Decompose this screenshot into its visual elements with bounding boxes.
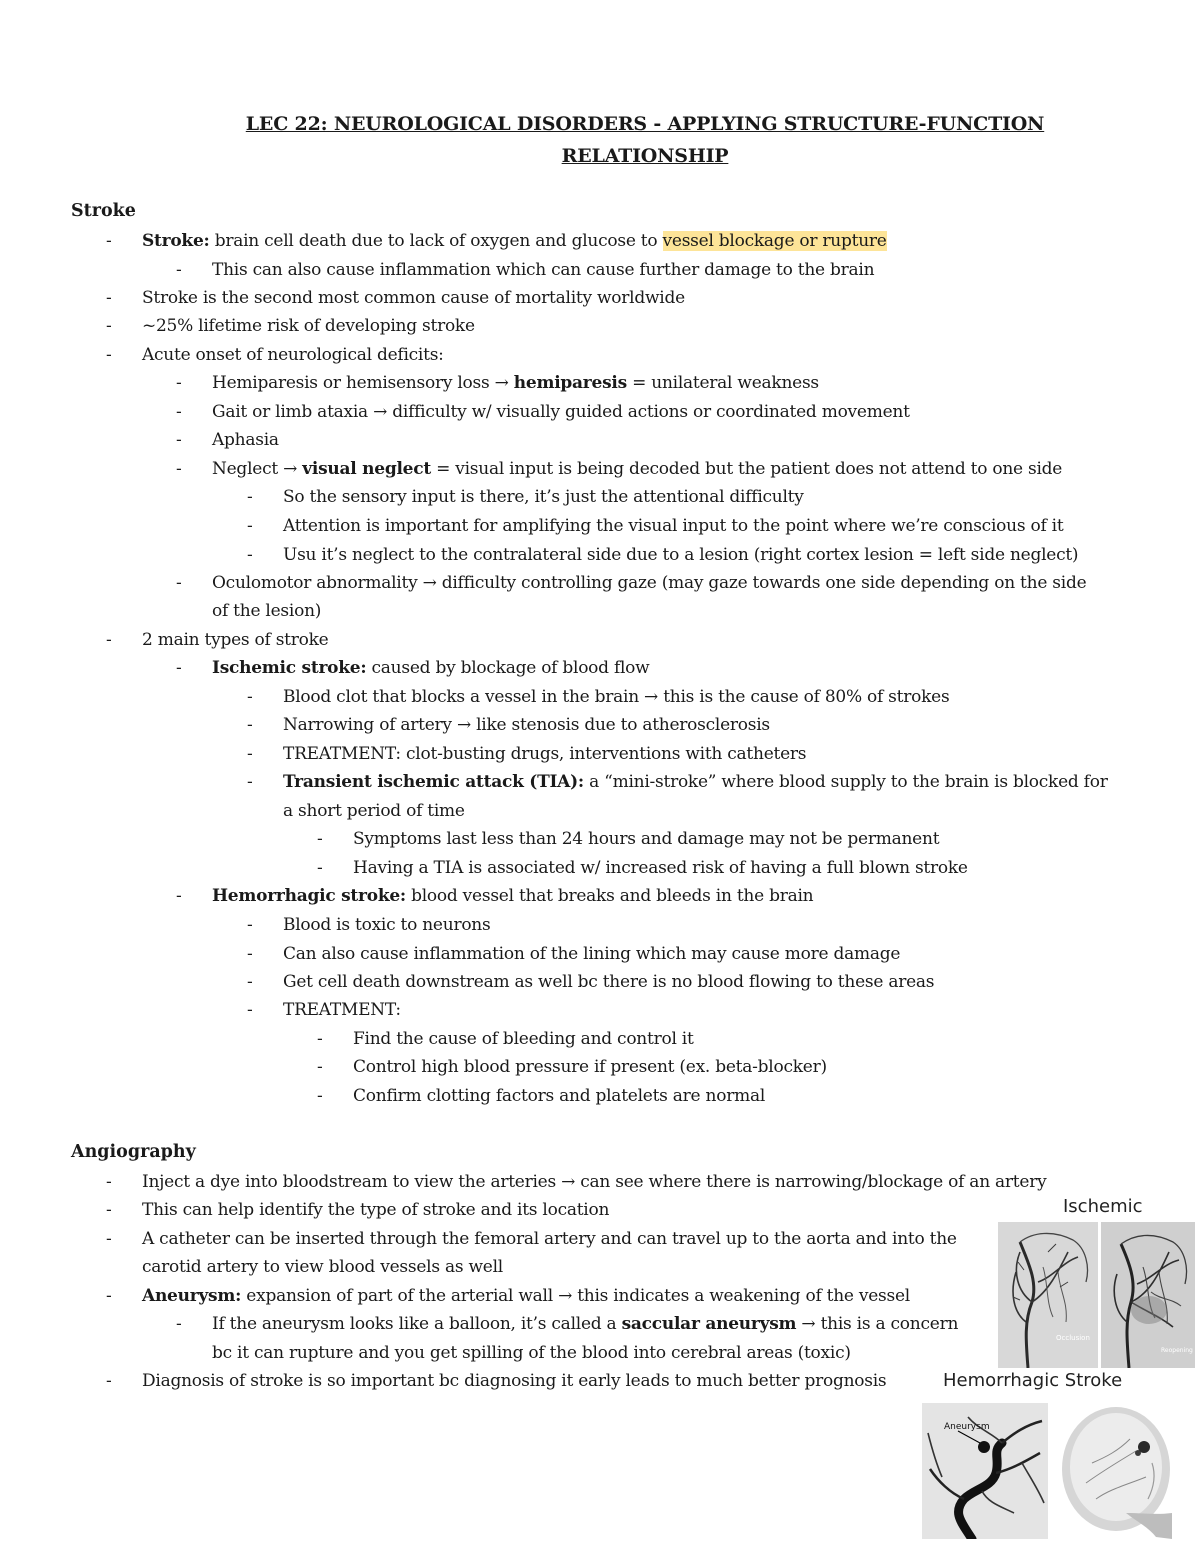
bullet-hemiparesis: - Hemiparesis or hemisensory loss → hemiparesis = unilateral weakness [176, 373, 819, 393]
bullet-clotting: - Confirm clotting factors and platelets are normal [317, 1086, 766, 1106]
bullet-saccular-cont: bc it can rupture and you get spilling of the blood into cerebral areas (toxic) [212, 1343, 851, 1363]
bullet-main-types: - 2 main types of stroke [106, 630, 329, 650]
svg-text:Occlusion: Occlusion [1056, 1334, 1090, 1342]
skull-xray-image [1056, 1403, 1172, 1539]
bullet-contralateral: - Usu it’s neglect to the contralateral side due to a lesion (right cortex lesion = left side neglect) [247, 545, 1079, 565]
angiogram-vessels-image [998, 1222, 1098, 1368]
bullet-treatment-hemorrhagic: - TREATMENT: [247, 1000, 401, 1020]
bullet-identify-type: - This can help identify the type of stroke and its location [106, 1200, 610, 1220]
bullet-cell-death: - Get cell death downstream as well bc there is no blood flowing to these areas [247, 972, 935, 992]
ischemic-angiogram-occlusion [998, 1222, 1098, 1368]
bullet-find-cause: - Find the cause of bleeding and control it [317, 1029, 694, 1049]
page-title: LEC 22: NEUROLOGICAL DISORDERS - APPLYING STRUCTURE-FUNCTION RELATIONSHIP [245, 113, 1045, 167]
bullet-inflammation: - This can also cause inflammation which can cause further damage to the brain [176, 260, 875, 280]
bullet-lifetime-risk: - ~25% lifetime risk of developing stroke [106, 316, 475, 336]
hemorrhagic-figure-label: Hemorrhagic Stroke [943, 1370, 1123, 1391]
bullet-hemorrhagic: - Hemorrhagic stroke: blood vessel that breaks and bleeds in the brain [176, 886, 814, 906]
bullet-treatment-ischemic: - TREATMENT: clot-busting drugs, interventions with catheters [247, 744, 807, 764]
bullet-neglect: - Neglect → visual neglect = visual input is being decoded but the patient does not attend to one side [176, 459, 1063, 479]
bullet-stroke-definition: - Stroke: brain cell death due to lack of oxygen and glucose to vessel blockage or rupture [106, 231, 887, 251]
bullet-lining-inflammation: - Can also cause inflammation of the lining which may cause more damage [247, 944, 901, 964]
bullet-saccular: - If the aneurysm looks like a balloon, it’s called a saccular aneurysm → this is a concern [176, 1314, 959, 1334]
bullet-aneurysm: - Aneurysm: expansion of part of the arterial wall → this indicates a weakening of the vessel [106, 1286, 910, 1306]
bullet-blood-clot: - Blood clot that blocks a vessel in the brain → this is the cause of 80% of strokes [247, 687, 950, 707]
section-heading-stroke: Stroke [71, 201, 136, 221]
bullet-tia: - Transient ischemic attack (TIA): a “mini-stroke” where blood supply to the brain is blocked for [247, 772, 1108, 792]
bullet-aphasia: - Aphasia [176, 430, 279, 450]
bullet-acute-onset: - Acute onset of neurological deficits: [106, 345, 444, 365]
ischemic-angiogram-reopening [1101, 1222, 1195, 1368]
bullet-oculomotor: - Oculomotor abnormality → difficulty controlling gaze (may gaze towards one side depending on the side [176, 573, 1087, 593]
bullet-diagnosis: - Diagnosis of stroke is so important bc diagnosing it early leads to much better prognosis [106, 1371, 887, 1391]
bullet-tia-cont: a short period of time [283, 801, 465, 821]
bullet-narrowing: - Narrowing of artery → like stenosis due to atherosclerosis [247, 715, 770, 735]
bullet-ataxia: - Gait or limb ataxia → difficulty w/ visually guided actions or coordinated movement [176, 402, 910, 422]
bullet-blood-toxic: - Blood is toxic to neurons [247, 915, 491, 935]
svg-text:Reopening: Reopening [1161, 1347, 1193, 1354]
bullet-blood-pressure: - Control high blood pressure if present (ex. beta-blocker) [317, 1057, 827, 1077]
highlighted-text: vessel blockage or rupture [662, 231, 887, 251]
bullet-catheter-cont: carotid artery to view blood vessels as well [142, 1257, 503, 1277]
bullet-ischemic: - Ischemic stroke: caused by blockage of blood flow [176, 658, 650, 678]
aneurysm-vessels-image [922, 1403, 1048, 1539]
bullet-tia-risk: - Having a TIA is associated w/ increased risk of having a full blown stroke [317, 858, 968, 878]
bullet-catheter: - A catheter can be inserted through the femoral artery and can travel up to the aorta and into the [106, 1229, 957, 1249]
hemorrhagic-angiogram-aneurysm [922, 1403, 1048, 1539]
angiogram-vessels-image [1101, 1222, 1195, 1368]
ischemic-figure-label: Ischemic [1063, 1196, 1143, 1217]
section-heading-angiography: Angiography [71, 1142, 196, 1162]
hemorrhagic-xray-bleed [1056, 1403, 1172, 1539]
svg-text:Aneurysm: Aneurysm [944, 1422, 990, 1432]
bullet-attention: - Attention is important for amplifying the visual input to the point where we’re conscious of it [247, 516, 1064, 536]
bullet-inject-dye: - Inject a dye into bloodstream to view the arteries → can see where there is narrowing/blockage of an artery [106, 1172, 1047, 1192]
bullet-mortality: - Stroke is the second most common cause of mortality worldwide [106, 288, 685, 308]
bullet-tia-symptoms: - Symptoms last less than 24 hours and damage may not be permanent [317, 829, 940, 849]
bullet-sensory-input: - So the sensory input is there, it’s just the attentional difficulty [247, 487, 804, 507]
bullet-oculomotor-cont: of the lesion) [212, 601, 322, 621]
